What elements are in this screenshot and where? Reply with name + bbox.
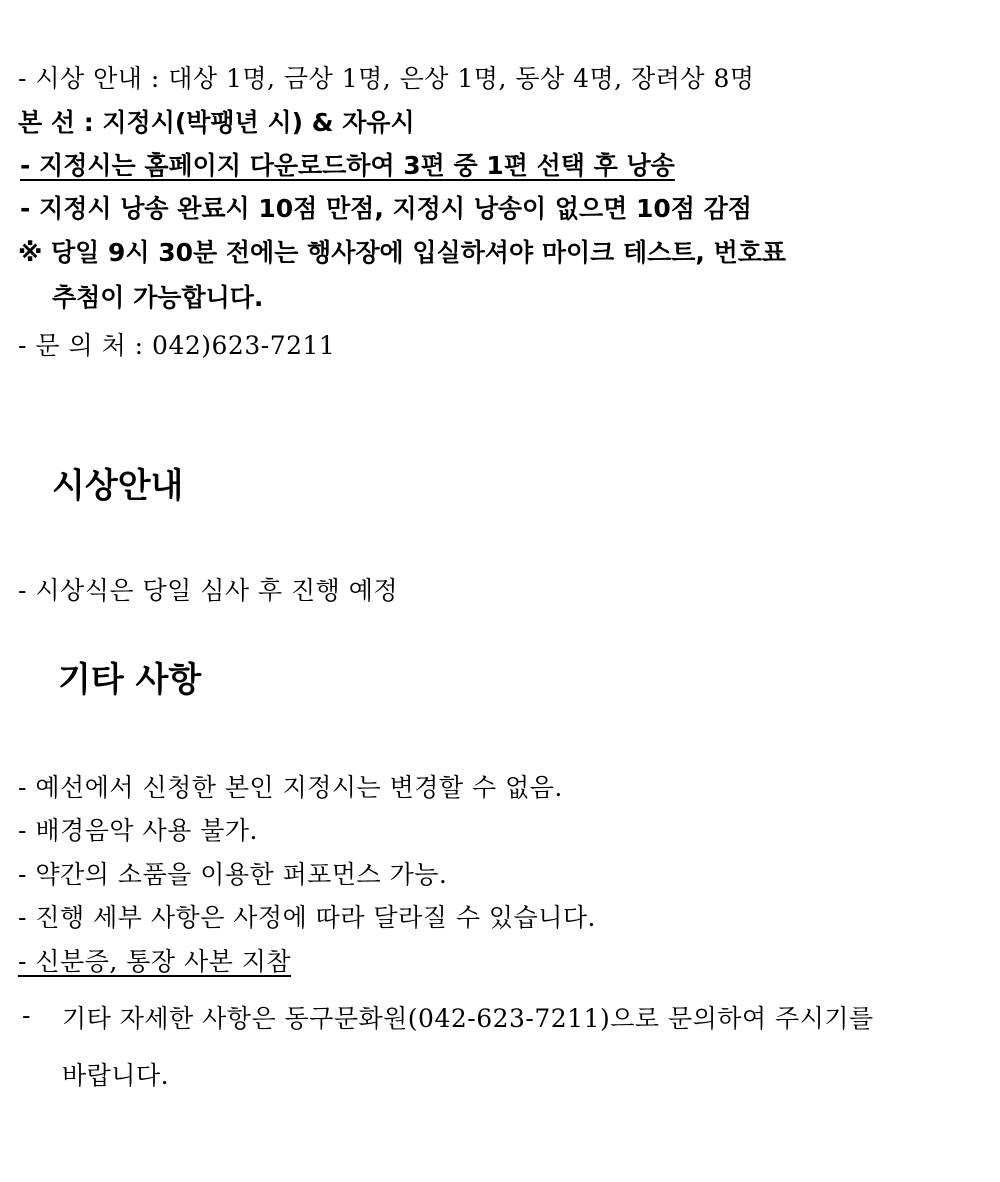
other-item: - 진행 세부 사항은 사정에 따라 달라질 수 있습니다.: [18, 903, 596, 932]
last-item-dash: -: [22, 1001, 31, 1030]
award-info-line: - 시상 안내 : 대상 1명, 금상 1명, 은상 1명, 동상 4명, 장려상 8명: [18, 64, 755, 93]
contact-line: - 문 의 처 : 042)623-7211: [18, 331, 336, 360]
main-round-title: 본 선 : 지정시(박팽년 시) & 자유시: [18, 108, 415, 137]
main-round-rule-2: - 지정시 낭송 완료시 10점 만점, 지정시 낭송이 없으면 10점 감점: [20, 194, 752, 223]
main-round-rule-1: - 지정시는 홈페이지 다운로드하여 3편 중 1편 선택 후 낭송: [20, 151, 675, 180]
last-item-line-2: 바랍니다.: [62, 1061, 170, 1090]
notice-line-2: 추첨이 가능합니다.: [52, 283, 264, 312]
last-item-line-1: 기타 자세한 사항은 동구문화원(042-623-7211)으로 문의하여 주시기를: [62, 1004, 874, 1033]
award-heading: 시상안내: [52, 466, 184, 506]
notice-line-1: ※ 당일 9시 30분 전에는 행사장에 입실하셔야 마이크 테스트, 번호표: [18, 238, 787, 267]
other-item: - 배경음악 사용 불가.: [18, 816, 258, 845]
other-item-underlined: - 신분증, 통장 사본 지참: [18, 947, 292, 976]
other-heading: 기타 사항: [58, 660, 202, 700]
other-item: - 약간의 소품을 이용한 퍼포먼스 가능.: [18, 860, 448, 889]
other-item: - 예선에서 신청한 본인 지정시는 변경할 수 없음.: [18, 773, 563, 802]
award-ceremony-line: - 시상식은 당일 심사 후 진행 예정: [18, 576, 399, 605]
